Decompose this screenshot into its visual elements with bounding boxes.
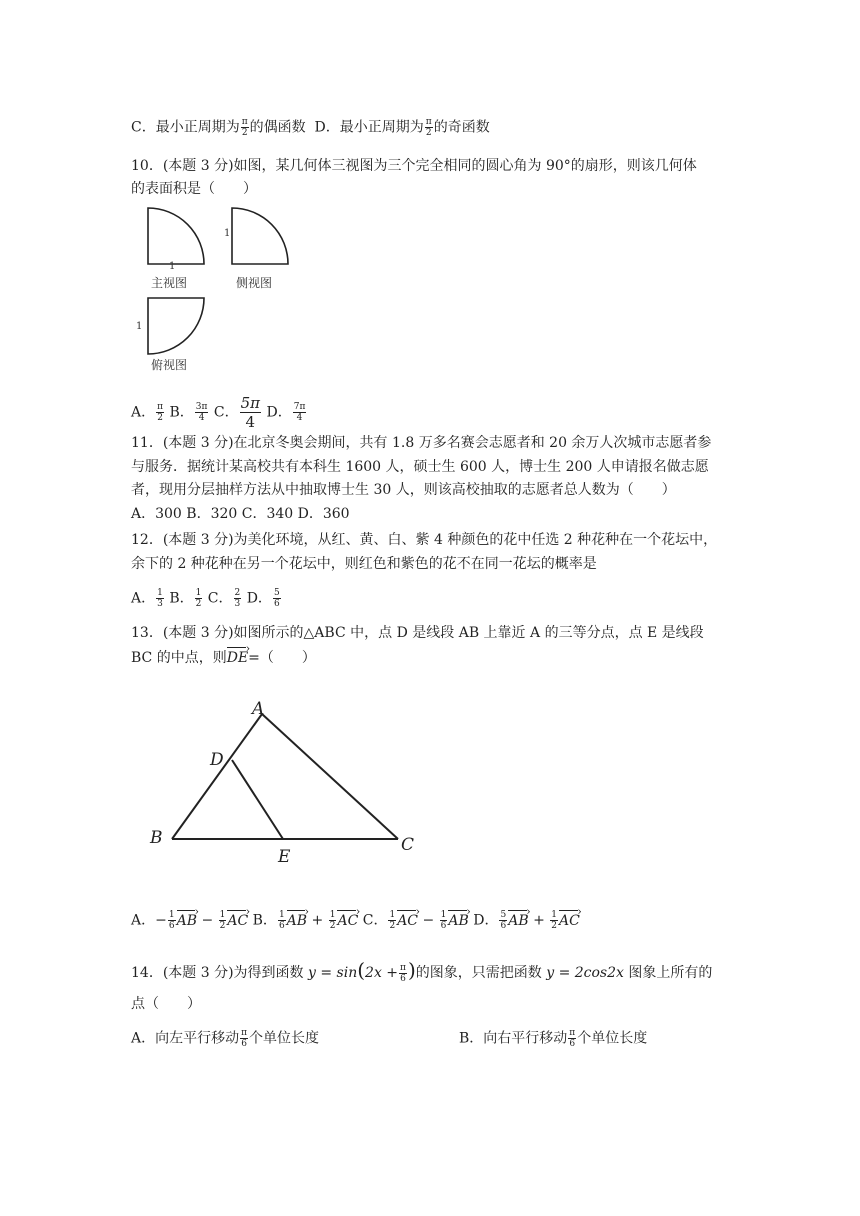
q12-option-b-frac: $\frac{1}{2}$ bbox=[195, 588, 202, 609]
q11-line2: 与服务．据统计某高校共有本科生 1600 人，硕士生 600 人，博士生 200 人申请报名做志愿 bbox=[131, 459, 709, 475]
top-view-dim: 1 bbox=[136, 321, 143, 332]
q13-line2-tail: =（ ） bbox=[248, 650, 316, 666]
q14-option-a: A．向左平行移动 $\frac{\pi}{6}$ 个单位长度 bbox=[131, 1028, 320, 1049]
q13-option-b: B． bbox=[252, 912, 277, 929]
side-view-sector bbox=[232, 208, 288, 264]
point-label-e: E bbox=[278, 847, 291, 867]
side-view-dim: 1 bbox=[224, 228, 231, 239]
q14-option-b: B．向右平行移动 $\frac{\pi}{6}$ 个单位长度 bbox=[459, 1028, 648, 1049]
point-label-a: A bbox=[252, 699, 265, 719]
q14-source-function: y = 2cos2x bbox=[546, 965, 624, 981]
q10-option-a-frac: $\frac{\pi}{2}$ bbox=[157, 402, 164, 423]
q12-line1: 12．(本题 3 分)为美化环境，从红、黄、白、紫 4 种颜色的花中任选 2 种花种在一个花坛中， bbox=[131, 532, 718, 548]
q9-option-d-tail: 的奇函数 bbox=[433, 119, 490, 136]
point-label-d: D bbox=[210, 750, 224, 770]
q13-options: A．− $\frac{1}{6}$ AB › − $\frac{1}{2}$ AC › B． $\frac{1}{6}$ AB › + $\frac{1}{2}$ AC › C． $\frac{1}{2}$ AC › − $\frac{1}{6}$ AB › D． $\frac{5}{6}$ AB › + $\frac{1}{2}$ AC › bbox=[131, 910, 580, 931]
q14-line1: 14．(本题 3 分)为得到函数 y = sin(2x + $\frac{\pi}{6}$ )的图象，只需把函数 y = 2cos2x 图象上所有的 bbox=[131, 958, 713, 984]
q10-options bbox=[131, 394, 307, 431]
side-view-label: 侧视图 bbox=[236, 276, 273, 290]
q13-line2-text: BC 的中点，则 bbox=[131, 650, 227, 666]
q9-option-d-frac: $\frac{\pi}{2}$ bbox=[425, 117, 432, 138]
q14-target-function: y = sin bbox=[308, 965, 358, 981]
triangle-figure bbox=[140, 690, 440, 870]
q10-stem-line1: 10．(本题 3 分)如图，某几何体三视图为三个完全相同的圆心角为 90°的扇形，则该几何体 bbox=[131, 158, 697, 174]
q10-option-d: D． bbox=[266, 404, 292, 421]
segment-ac bbox=[262, 714, 398, 839]
segment-ab bbox=[172, 714, 262, 839]
q9-option-c-tail: 的偶函数 bbox=[249, 119, 306, 136]
front-view-sector bbox=[148, 208, 204, 264]
q10-option-d-frac: $\frac{7\pi}{4}$ bbox=[293, 402, 306, 423]
q10-option-c-frac: $\frac{5\pi}{4}$ bbox=[240, 394, 261, 431]
q12-option-a-frac: $\frac{1}{3}$ bbox=[157, 588, 163, 609]
q13-option-d: D． bbox=[473, 912, 499, 929]
front-view-dim: 1 bbox=[169, 261, 176, 272]
q11-line1: 11．(本题 3 分)在北京冬奥会期间，共有 1.8 万多名赛会志愿者和 20 余万人次城市志愿者参 bbox=[131, 435, 712, 451]
point-label-b: B bbox=[150, 828, 163, 848]
q12-option-d-frac: $\frac{5}{6}$ bbox=[273, 588, 280, 609]
q14-stem: 14．(本题 3 分)为得到函数 bbox=[131, 965, 308, 981]
q10-option-a: A． bbox=[131, 404, 156, 421]
q9-options bbox=[131, 117, 490, 138]
q11-options: A．300 B．320 C．340 D．360 bbox=[131, 506, 350, 522]
q11-line3: 者，现用分层抽样方法从中抽取博士生 30 人，则该高校抽取的志愿者总人数为（ ） bbox=[131, 482, 676, 498]
top-view-label: 俯视图 bbox=[151, 358, 188, 372]
point-label-c: C bbox=[401, 835, 415, 855]
q10-option-c: C． bbox=[213, 404, 239, 421]
q9-option-c: C．最小正周期为 bbox=[131, 119, 240, 136]
q12-options bbox=[131, 588, 282, 609]
front-view-label: 主视图 bbox=[151, 276, 188, 290]
q12-option-a: A． bbox=[131, 590, 156, 607]
q12-option-c: C． bbox=[207, 590, 233, 607]
q14-line2: 点（ ） bbox=[131, 996, 201, 1012]
q12-option-b: B． bbox=[169, 590, 194, 607]
q12-option-d: D． bbox=[246, 590, 272, 607]
q9-option-c-frac: $\frac{\pi}{2}$ bbox=[241, 117, 248, 138]
q13-option-c: C． bbox=[362, 912, 388, 929]
q12-option-c-frac: $\frac{2}{3}$ bbox=[234, 588, 241, 609]
q10-stem-line2: 的表面积是（ ） bbox=[131, 181, 257, 197]
q9-option-d: D．最小正周期为 bbox=[314, 119, 424, 136]
top-view-sector bbox=[148, 298, 204, 354]
q10-option-b: B． bbox=[169, 404, 194, 421]
q12-line2: 余下的 2 种花种在另一个花坛中，则红色和紫色的花不在同一花坛的概率是 bbox=[131, 556, 597, 572]
segment-de bbox=[232, 760, 283, 839]
q13-line1: 13．(本题 3 分)如图所示的△ABC 中，点 D 是线段 AB 上靠近 A 的三等分点，点 E 是线段 bbox=[131, 625, 704, 641]
q13-line2 bbox=[131, 648, 316, 668]
q10-option-b-frac: $\frac{3\pi}{4}$ bbox=[195, 402, 208, 423]
vector-de: DE › bbox=[227, 648, 248, 668]
q13-option-a: A．− bbox=[131, 912, 167, 929]
